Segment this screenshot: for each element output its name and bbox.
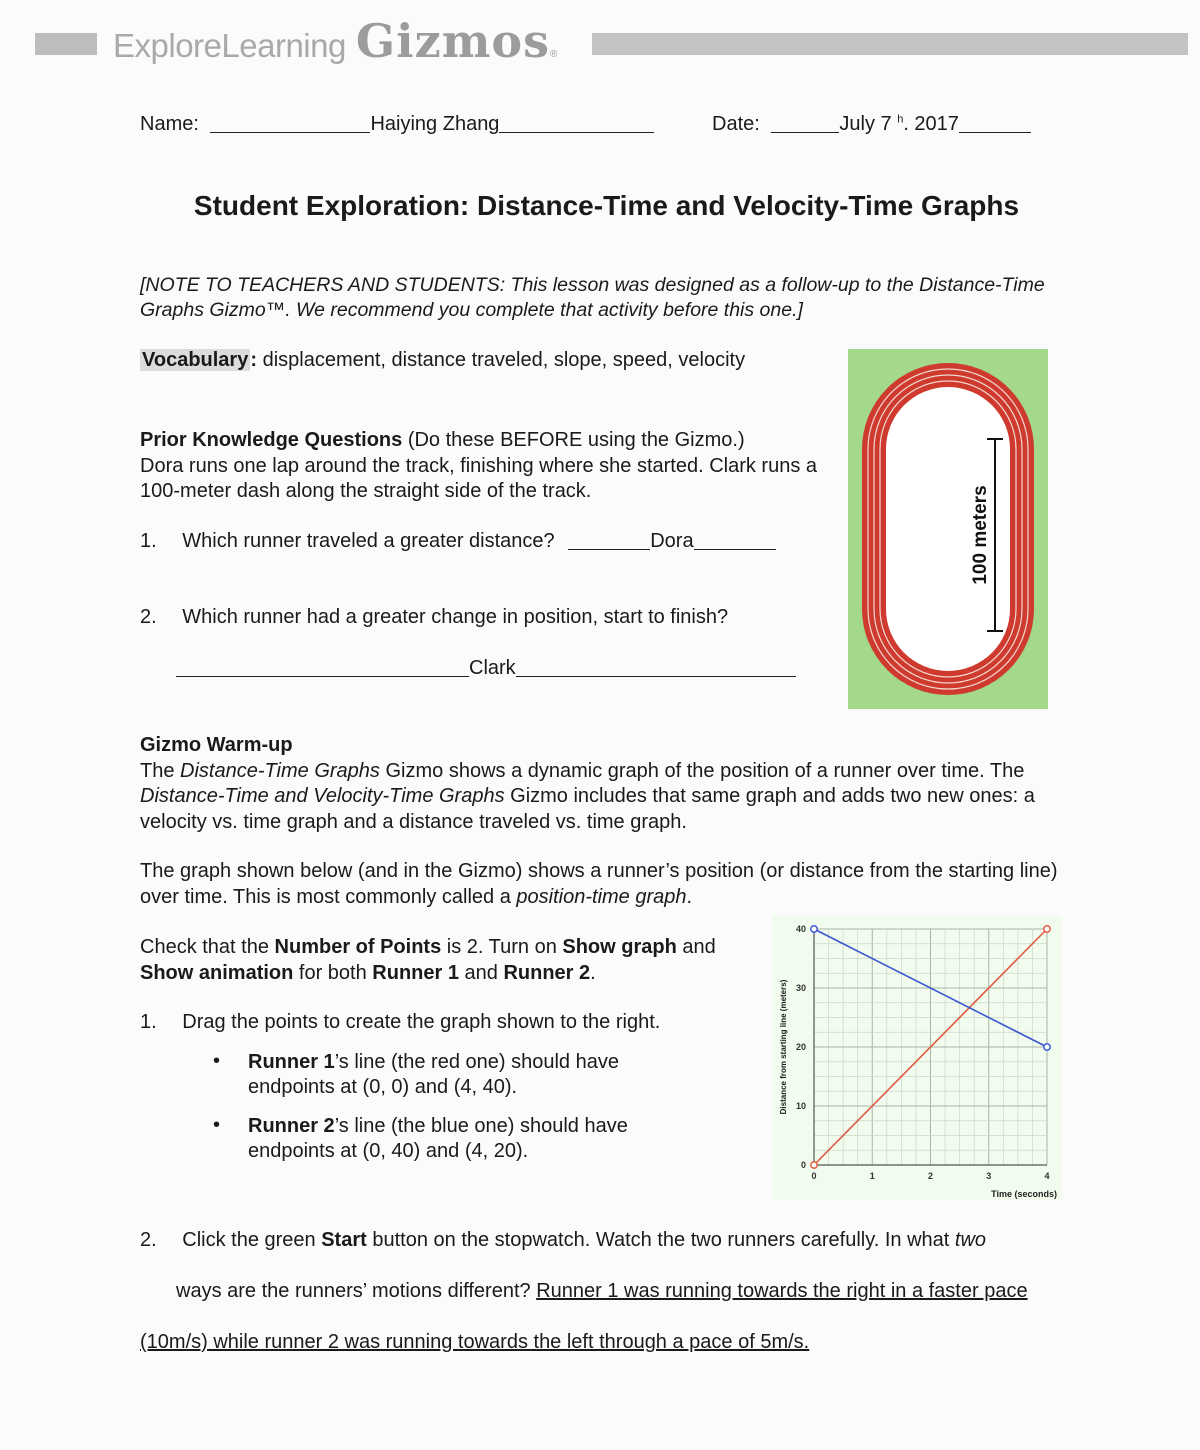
step2-number: 2.: [140, 1229, 157, 1251]
warmup-intro: [140, 733, 1100, 835]
warmup-heading: Gizmo Warm-up: [140, 734, 293, 756]
warmup-p1-d: Distance-Time and Velocity-Time Graphs: [140, 785, 505, 807]
series-point-runner-1: [811, 1162, 817, 1168]
series-point-runner-2: [811, 926, 817, 932]
bullet-2-dot: •: [213, 1114, 221, 1136]
warmup-p2-b: position-time graph: [516, 885, 687, 908]
bullet-1-dot: •: [213, 1050, 221, 1072]
track-label: 100 meters: [970, 485, 991, 585]
step-1: [140, 1011, 660, 1034]
q1-number: 1.: [140, 530, 157, 552]
q1-text: Which runner traveled a greater distance?: [182, 530, 555, 552]
q2-number: 2.: [140, 606, 157, 628]
brand-mark: ®: [549, 49, 558, 60]
prior-heading: Prior Knowledge Questions: [140, 429, 403, 451]
track-infield: [886, 387, 1010, 671]
warmup-p1-a: The: [140, 759, 181, 782]
q2-answer: Clark: [469, 657, 516, 679]
date-sup: h: [897, 113, 904, 126]
warmup-p2-a: The graph shown below (and in the Gizmo) shows a runner’s position (or distance from the starting line) over time. This is most commonly called a: [140, 860, 1058, 908]
brand-explore: ExploreLearning: [113, 27, 346, 64]
name-label: Name:: [140, 113, 199, 135]
question-1: [140, 530, 776, 553]
series-point-runner-1: [1044, 926, 1050, 932]
header-bar-right: [592, 33, 1188, 55]
date-field: [712, 113, 1031, 136]
date-year: . 2017: [903, 113, 959, 135]
x-tick-label: 3: [986, 1171, 992, 1181]
explorelearning-logo: [113, 14, 557, 70]
name-value: Haiying Zhang: [370, 113, 500, 135]
prior-heading-suffix: (Do these BEFORE using the Gizmo.): [407, 429, 745, 451]
teacher-note: [NOTE TO TEACHERS AND STUDENTS: This lesson was designed as a follow-up to the Distance-Time Graphs Gizmo™. We recommend you complete that activity before this one.]: [140, 274, 1045, 321]
x-tick-label: 4: [1044, 1171, 1050, 1181]
prior-text: Dora runs one lap around the track, finishing where she started. Clark runs a 100-meter dash along the straight side of the track.: [140, 454, 818, 502]
step1-number: 1.: [140, 1011, 157, 1033]
vocabulary: [140, 349, 745, 372]
warmup-paragraph-2: [140, 859, 1100, 910]
warmup-paragraph-3: Check that the Number of Points is 2. Turn on Show graph and Show animation for both Runner 1 and Runner 2.: [140, 936, 716, 984]
x-tick-label: 1: [869, 1171, 875, 1181]
position-time-graph: [772, 915, 1062, 1200]
track-drawing: [848, 349, 1048, 709]
y-tick-label: 0: [800, 1160, 806, 1170]
page-title: Student Exploration: Distance-Time and Velocity-Time Graphs: [193, 190, 1020, 221]
q2-text: Which runner had a greater change in position, start to finish?: [182, 606, 729, 628]
date-label: Date:: [712, 113, 760, 135]
chart-svg: [772, 915, 1062, 1200]
warmup-p1-e: Gizmo includes that same graph and adds two new ones: a velocity vs. time graph and a distance traveled vs. time graph.: [140, 785, 1035, 833]
x-tick-label: 0: [811, 1171, 817, 1181]
x-tick-label: 2: [927, 1171, 934, 1181]
bullet2-text: ’s line (the blue one) should have endpoints at (0, 40) and (4, 20).: [248, 1115, 628, 1162]
bullet-2: [248, 1114, 708, 1164]
bullet1-bold: Runner 1: [248, 1051, 335, 1073]
bullet1-text: ’s line (the red one) should have endpoints at (0, 0) and (4, 40).: [248, 1051, 619, 1098]
brand-gizmos: Gizmos: [355, 14, 550, 68]
name-field: [140, 113, 654, 136]
step-2: 2. Click the green Start button on the stopwatch. Watch the two runners carefully. In what two ways are the runners’ motions different? Runner 1 was running towards the right in a faster pace (10m/s) while runner 2 was running towards the left through a pace of 5m/s.: [140, 1229, 1028, 1353]
step2-answer: Runner 1 was running towards the right in a faster pace (10m/s) while runner 2 was running towards the left through a pace of 5m/s.: [140, 1280, 1028, 1353]
y-tick-label: 10: [795, 1101, 806, 1111]
track-image: [848, 349, 1048, 709]
header-bar-left: [35, 33, 97, 55]
vocabulary-colon: :: [250, 349, 258, 371]
x-axis-label: Time (seconds): [991, 1189, 1057, 1199]
warmup-p1-c: Gizmo shows a dynamic graph of the position of a runner over time. The: [379, 759, 1025, 782]
question-2: [140, 606, 728, 629]
y-tick-label: 40: [795, 924, 806, 934]
prior-knowledge: [140, 428, 840, 505]
series-point-runner-2: [1044, 1044, 1050, 1050]
date-value: July 7: [839, 113, 892, 135]
bullet2-bold: Runner 2: [248, 1115, 335, 1137]
vocabulary-label: Vocabulary: [142, 349, 249, 371]
step1-text: Drag the points to create the graph shown to the right.: [182, 1011, 661, 1033]
question-2-answer-line: [176, 657, 796, 680]
y-tick-label: 30: [795, 983, 806, 993]
vocabulary-terms: displacement, distance traveled, slope, speed, velocity: [262, 349, 746, 371]
warmup-p1-b: Distance-Time Graphs: [180, 759, 380, 782]
bullet-1: [248, 1050, 708, 1100]
y-axis-label: Distance from starting line (meters): [779, 979, 788, 1115]
y-tick-label: 20: [795, 1042, 806, 1052]
warmup-p2-c: .: [686, 885, 693, 908]
q1-answer: Dora: [650, 530, 694, 552]
